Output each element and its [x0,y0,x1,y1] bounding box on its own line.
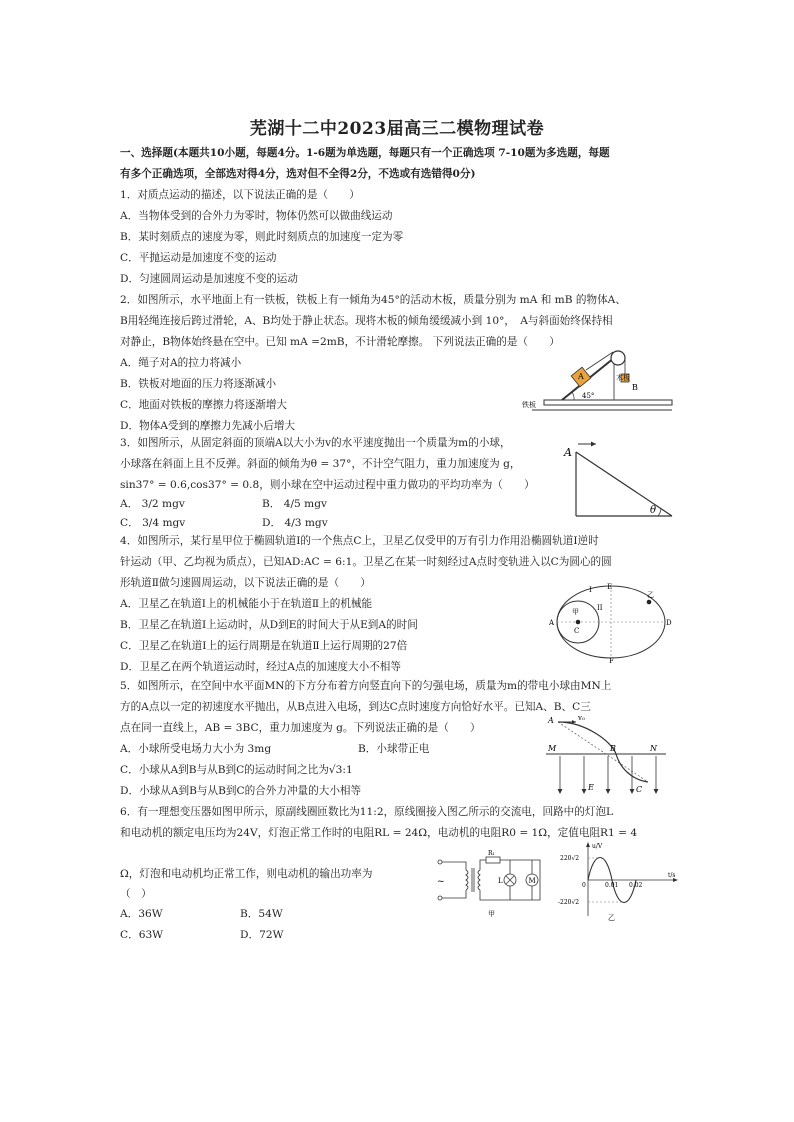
q4-option-b: B．卫星乙在轨道Ⅰ上运动时，从D到E的时间大于从E到A的时间 [120,619,418,631]
q2-option-d: D．物体A受到的摩擦力先减小后增大 [120,420,296,432]
q1-option-a: A．当物体受到的合外力为零时，物体仍然可以做曲线运动 [120,210,393,222]
q4-stem-line-3: 形轨道Ⅱ做匀速圆周运动，以下说法正确的是（ ） [120,577,371,589]
q6-stem-line-2: 和电动机的额定电压均为24V，灯泡正常工作时的电阻RL = 24Ω，电动机的电阻R0 = 1Ω，定值电阻R1 = 4 [120,827,638,839]
q4-option-c: C．卫星乙在轨道Ⅰ上的运行周期是在轨道Ⅱ上运行周期的27倍 [120,640,408,652]
section-heading-line-1: 一、选择题(本题共10小题，每题4分。1-6题为单选题，每题只有一个正确选项 7-10题为多选题，每题 [120,147,610,159]
satellite-yi [647,600,652,605]
label-t1: 0.01 [605,882,619,889]
label-e: E [607,583,613,591]
q6-stem-line-4: （ ） [120,888,152,900]
theta-arc [658,509,661,516]
input-terminal-top [438,860,442,864]
q2-option-c: C．地面对铁板的摩擦力将逐渐增大 [120,399,288,411]
q3-slope-figure [562,440,678,520]
q1-option-d: D．匀速圆周运动是加速度不变的运动 [120,273,298,285]
label-t2: 0.02 [629,882,643,889]
q3-stem-line-3: sin37° = 0.6,cos37° = 0.8，则小球在空中运动过程中重力做功的平均功率为（ ） [120,479,535,491]
label-theta: θ [650,505,657,516]
input-terminal-bottom [438,896,442,900]
label-d: D [666,619,672,627]
q3-option-c: C． 3/4 mgv [120,517,186,529]
q3-stem-line-2: 小球落在斜面上且不反弹。斜面的倾角为θ = 37°，不计空气阻力，重力加速度为 g， [120,458,521,470]
primary-wire-bottom [442,890,466,898]
caption-jia: 甲 [488,910,495,918]
resistor-r1 [486,857,500,863]
q6-option-a: A．36W [120,908,163,920]
section-heading-line-2: 有多个正确选项，全部选对得4分，选对但不全得2分，不选或有选错得0分) [120,168,476,180]
label-a: A [578,372,584,381]
u-axis-arrowhead [586,842,590,847]
q1-stem: 1．对质点运动的描述，以下说法正确的是（ ） [120,189,360,201]
label-m: M [548,744,557,753]
q3-stem-line-1: 3．如图所示，从固定斜面的顶端A以大小为v的水平速度抛出一个质量为m的小球， [120,437,511,449]
q6-circuit-figure [430,848,548,920]
page-title: 芜湖十二中2023届高三二模物理试卷 [249,119,545,139]
q2-option-b: B．铁板对地面的压力将逐渐减小 [120,378,277,390]
label-jia: 甲 [572,608,579,616]
q4-option-d: D．卫星乙在两个轨道运动时，经过A点的加速度大小不相等 [120,661,401,673]
planet-jia [576,620,581,625]
q3-option-a: A． 3/2 mgv [120,498,185,510]
label-angle: 45° [582,392,595,400]
label-a: A [548,716,554,725]
q4-stem-line-2: 针运动（甲、乙均视为质点），已知AD:AC = 6:1。卫星乙在某一时刻经过A点时变轨进入以C为圆心的圆 [120,556,612,568]
label-f: F [609,657,614,664]
label-n: N [650,744,657,753]
secondary-coil [478,870,480,890]
primary-coil [466,870,468,890]
q6-stem-line-1: 6．有一理想变压器如图甲所示，原副线圈匝数比为11:2，原线圈接入图乙所示的交流电，回路中的灯泡L [120,806,614,818]
q3-option-d: D． 4/3 mgv [262,517,328,529]
label-a: A [549,619,555,627]
q5-option-a: A．小球所受电场力大小为 3mg [120,743,272,755]
label-r1: R₁ [488,850,495,857]
ac-source-symbol: ~ [437,877,445,887]
q5-field-figure [540,712,670,796]
q3-option-b: B． 4/5 mgv [262,498,327,510]
q5-option-d: D．小球从A到B与从B到C的合外力冲量的大小相等 [120,785,362,797]
abc-line [558,722,648,782]
secondary-wire-top [480,860,486,870]
label-c: C [636,785,643,794]
q2-stem-line-1: 2．如图所示，水平地面上有一铁板，铁板上有一倾角为45°的活动木板，质量分别为 mA 和 mB 的物体A、 [120,294,626,306]
label-c: C [574,627,580,635]
label-trough: -220√2 [558,899,580,906]
q2-stem-line-3: 对静止，B物体始终悬在空中。已知 mA =2mB，不计滑轮摩擦。 下列说法正确的是（ ） [120,336,560,348]
q2-stem-line-2: B用轻绳连接后跨过滑轮，A、B均处于静止状态。现将木板的倾角缓缓减小到 10°， A与斜面始终保持相 [120,315,613,327]
q5-stem-line-3: 点在同一直线上，AB = 3BC，重力加速度为 g。下列说法正确的是（ ） [120,722,481,734]
label-v0: v₀ [578,714,585,722]
q4-stem-line-1: 4．如图所示，某行星甲位于椭圆轨道Ⅰ的一个焦点C上，卫星乙仅受甲的万有引力作用沿椭圆轨道Ⅰ逆时 [120,535,599,547]
q4-orbit-figure [545,580,673,664]
q5-option-b: B．小球带正电 [358,743,430,755]
label-ii: II [597,604,603,612]
q4-option-a: A．卫星乙在轨道Ⅰ上的机械能小于在轨道Ⅱ上的机械能 [120,598,373,610]
label-m: M [528,877,536,885]
label-i: I [589,586,592,594]
q6-waveform-figure [558,838,682,922]
q5-stem-line-2: 方的A点以一定的初速度水平抛出，从B点进入电场，到达C点时速度方向恰好水平。已知A、B、C三 [120,701,591,713]
caption-yi: 乙 [608,914,615,922]
label-board: 木板 [616,374,630,382]
q6-option-d: D．72W [240,929,284,941]
q5-option-c: C．小球从A到B与从B到C的运动时间之比为√3:1 [120,764,353,776]
q6-option-b: B．54W [240,908,283,920]
label-yi: 乙 [647,591,654,599]
q2-option-a: A．绳子对A的拉力将减小 [120,357,242,369]
q5-stem-line-1: 5．如图所示，在空间中水平面MN的下方分布着方向竖直向下的匀强电场，质量为m的带电小球由MN上 [120,680,612,692]
q2-incline-figure [522,348,674,414]
angle-arc [572,392,574,400]
label-u: u/V [592,843,603,850]
q1-option-b: B．某时刻质点的速度为零，则此时刻质点的加速度一定为零 [120,231,404,243]
primary-wire-top [442,862,466,870]
velocity-arrowhead [591,442,596,447]
q6-stem-line-3: Ω，灯泡和电动机均正常工作，则电动机的输出功率为 [120,868,373,880]
label-origin: 0 [582,882,586,889]
label-t: t/s [668,872,676,879]
iron-plate [544,400,672,405]
label-e: E [588,783,594,792]
pulley [611,351,625,365]
label-l: L [498,877,503,885]
q6-option-c: C．63W [120,929,164,941]
label-b: B [632,383,638,392]
label-peak: 220√2 [560,855,580,862]
label-a: A [564,446,572,459]
q1-option-c: C．平抛运动是加速度不变的运动 [120,252,277,264]
label-b: B [610,744,616,753]
slope-surface [576,452,672,516]
label-plate: 铁板 [522,401,536,409]
field-arrowheads [558,789,659,794]
